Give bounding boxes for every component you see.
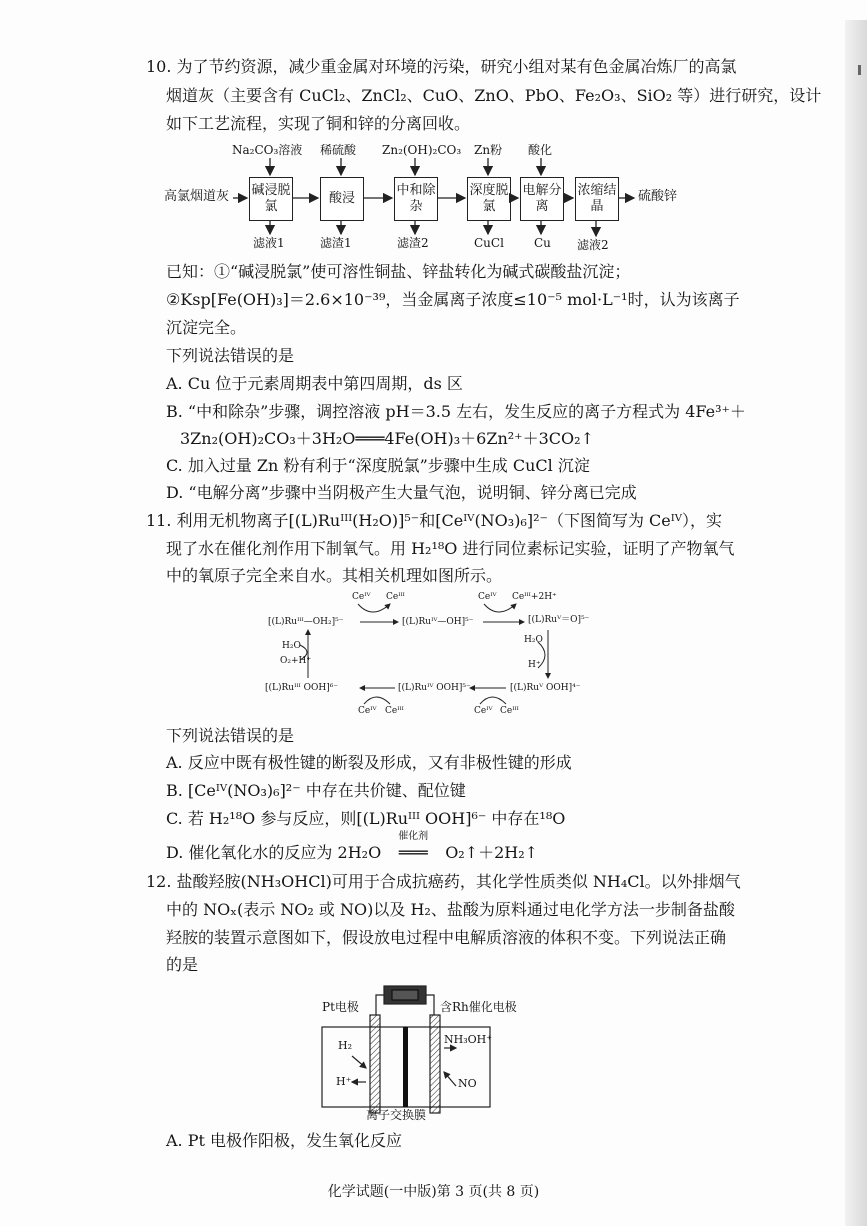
mech-species-2: [(L)Ruᴵⱽ—OH]⁵⁻ xyxy=(402,617,474,627)
mech-species-1: [(L)Ruᴵᴵᴵ—OH₂]⁵⁻ xyxy=(268,617,344,627)
flow-start: 高氯烟道灰 xyxy=(164,189,230,204)
product-filtrate2: 滤液2 xyxy=(577,238,609,252)
q10-known2: ②Ksp[Fe(OH)₃]＝2.6×10⁻³⁹，当金属离子浓度≤10⁻⁵ mol·L⁻¹时，认为该离子 xyxy=(166,290,740,309)
product-cucl: CuCl xyxy=(474,236,504,250)
q10-line3: 如下工艺流程，实现了铜和锌的分离回收。 xyxy=(166,114,471,133)
q10-line1: 10. 为了节约资源，减少重金属对环境的污染，研究小组对某有色金属冶炼厂的高氯 xyxy=(146,57,737,76)
mech-species-6: [(L)Ruⱽ OOH]⁴⁻ xyxy=(510,683,581,693)
q10-known3: 沉淀完全。 xyxy=(166,318,247,337)
q10-option-b-line1: B. “中和除杂”步骤，调控溶液 pH＝3.5 左右，发生反应的离子方程式为 4Fe³⁺＋ xyxy=(166,402,746,421)
box-acid-leach: 酸浸 xyxy=(320,177,364,221)
box-crystallize: 浓缩结晶 xyxy=(575,177,619,221)
reagent-zn2oh2co3: Zn₂(OH)₂CO₃ xyxy=(382,143,462,157)
q12-option-a: A. Pt 电极作阳极，发生氧化反应 xyxy=(166,1131,403,1150)
q11-option-d-lhs: D. 催化氧化水的反应为 2H₂O xyxy=(166,843,382,862)
box-alkali-leach: 碱浸脱氯 xyxy=(249,177,293,221)
q10-option-c: C. 加入过量 Zn 粉有利于“深度脱氯”步骤中生成 CuCl 沉淀 xyxy=(166,456,590,475)
mech-h2o-right: H₂O xyxy=(524,635,543,645)
page-footer: 化学试题(一中版)第 3 页(共 8 页) xyxy=(327,1184,540,1200)
q11-line2: 现了水在催化剂作用下制氧气。用 H₂¹⁸O 进行同位素标记实验，证明了产物氧气 xyxy=(166,539,735,558)
mech-hplus-right: H⁺ xyxy=(528,660,541,670)
mech-ce3-bot1: Ceᴵᴵᴵ xyxy=(385,706,404,716)
mech-species-4: [(L)Ruᴵᴵᴵ OOH]⁶⁻ xyxy=(265,683,339,693)
cell-h2: H₂ xyxy=(338,1039,353,1052)
q11-option-a: A. 反应中既有极性键的断裂及形成，又有非极性键的形成 xyxy=(166,753,572,772)
mech-ce3-bot2: Ceᴵᴵᴵ xyxy=(500,706,519,716)
mech-ce4-bot2: Ceᴵⱽ xyxy=(474,706,493,716)
product-cu: Cu xyxy=(534,236,551,250)
q11-line3: 中的氧原子完全来自水。其相关机理如图所示。 xyxy=(166,566,503,585)
pt-electrode-label: Pt电极 xyxy=(322,1000,359,1014)
q11-line1: 11. 利用无机物离子[(L)Ruᴵᴵᴵ(H₂O)]⁵⁻和[Ceᴵⱽ(NO₃)₆]²⁻（下图简写为 Ceᴵⱽ），实 xyxy=(146,511,723,530)
mech-ce4-bot1: Ceᴵⱽ xyxy=(358,706,377,716)
product-residue2: 滤渣2 xyxy=(397,236,429,250)
product-residue1: 滤渣1 xyxy=(320,236,352,250)
q10-known1: 已知：①“碱浸脱氯”使可溶性铜盐、锌盐转化为碱式碳酸盐沉淀； xyxy=(166,262,631,281)
reagent-zn-powder: Zn粉 xyxy=(474,143,503,157)
q10-prompt: 下列说法错误的是 xyxy=(166,346,295,365)
mech-ce4-top1: Ceᴵⱽ xyxy=(352,592,371,602)
mech-ce4-top2: Ceᴵⱽ xyxy=(478,592,497,602)
mech-h2o-left: H₂O xyxy=(282,641,301,651)
rh-electrode-label: 含Rh催化电极 xyxy=(440,1000,517,1014)
cell-hplus: H⁺ xyxy=(336,1075,352,1088)
box-deep-dechlorination: 深度脱氯 xyxy=(467,177,511,221)
product-filtrate1: 滤液1 xyxy=(253,236,285,250)
q11-option-c: C. 若 H₂¹⁸O 参与反应，则[(L)Ruᴵᴵᴵ OOH]⁶⁻ 中存在¹⁸O xyxy=(166,809,566,828)
q12-line3: 羟胺的装置示意图如下，假设放电过程中电解质溶液的体积不变。下列说法正确 xyxy=(166,928,727,947)
reagent-h2so4: 稀硫酸 xyxy=(320,143,357,157)
q10-line2: 烟道灰（主要含有 CuCl₂、ZnCl₂、CuO、ZnO、PbO、Fe₂O₃、SiO₂ 等）进行研究，设计 xyxy=(166,86,822,105)
membrane-label: 离子交换膜 xyxy=(366,1108,427,1122)
mech-species-3: [(L)Ruⱽ＝O]⁵⁻ xyxy=(528,615,590,625)
box-electrolysis: 电解分离 xyxy=(520,177,564,221)
q12-line4: 的是 xyxy=(166,955,199,974)
q12-line1: 12. 盐酸羟胺(NH₃OHCl)可用于合成抗癌药，其化学性质类似 NH₄Cl。以外排烟气 xyxy=(146,872,741,891)
q11-option-b: B. [Ceᴵⱽ(NO₃)₆]²⁻ 中存在共价键、配位键 xyxy=(166,781,466,800)
reagent-na2co3: Na₂CO₃溶液 xyxy=(232,143,303,157)
q11-prompt: 下列说法错误的是 xyxy=(166,726,295,745)
mech-o2h-left: O₂+H⁺ xyxy=(280,656,312,666)
flow-end: 硫酸锌 xyxy=(638,189,678,204)
q11-option-d-condition: 催化剂 xyxy=(398,831,429,842)
cell-no: NO xyxy=(458,1077,477,1090)
q12-line2: 中的 NOₓ(表示 NO₂ 或 NO)以及 H₂、盐酸为原料通过电化学方法一步制备盐酸 xyxy=(166,900,735,919)
q10-option-d: D. “电解分离”步骤中当阴极产生大量气泡，说明铜、锌分离已完成 xyxy=(166,483,637,502)
mech-ce3h-top2: Ceᴵᴵᴵ+2H⁺ xyxy=(512,592,557,602)
q11-option-d-rhs: O₂↑＋2H₂↑ xyxy=(445,843,539,862)
cell-nh3oh: NH₃OH⁺ xyxy=(444,1033,493,1046)
q11-option-d-arrow: 催化剂 ═══ xyxy=(381,843,445,863)
box-neutralize: 中和除杂 xyxy=(394,177,438,221)
mech-species-5: [(L)Ruᴵⱽ OOH]⁵⁻ xyxy=(398,683,471,693)
reagent-acidify: 酸化 xyxy=(528,143,553,157)
mech-ce3-top1: Ceᴵᴵᴵ xyxy=(386,592,405,602)
q10-option-a: A. Cu 位于元素周期表中第四周期，ds 区 xyxy=(166,374,463,393)
q10-option-b-line2: 3Zn₂(OH)₂CO₃＋3H₂O═══4Fe(OH)₃＋6Zn²⁺＋3CO₂↑ xyxy=(180,429,594,448)
